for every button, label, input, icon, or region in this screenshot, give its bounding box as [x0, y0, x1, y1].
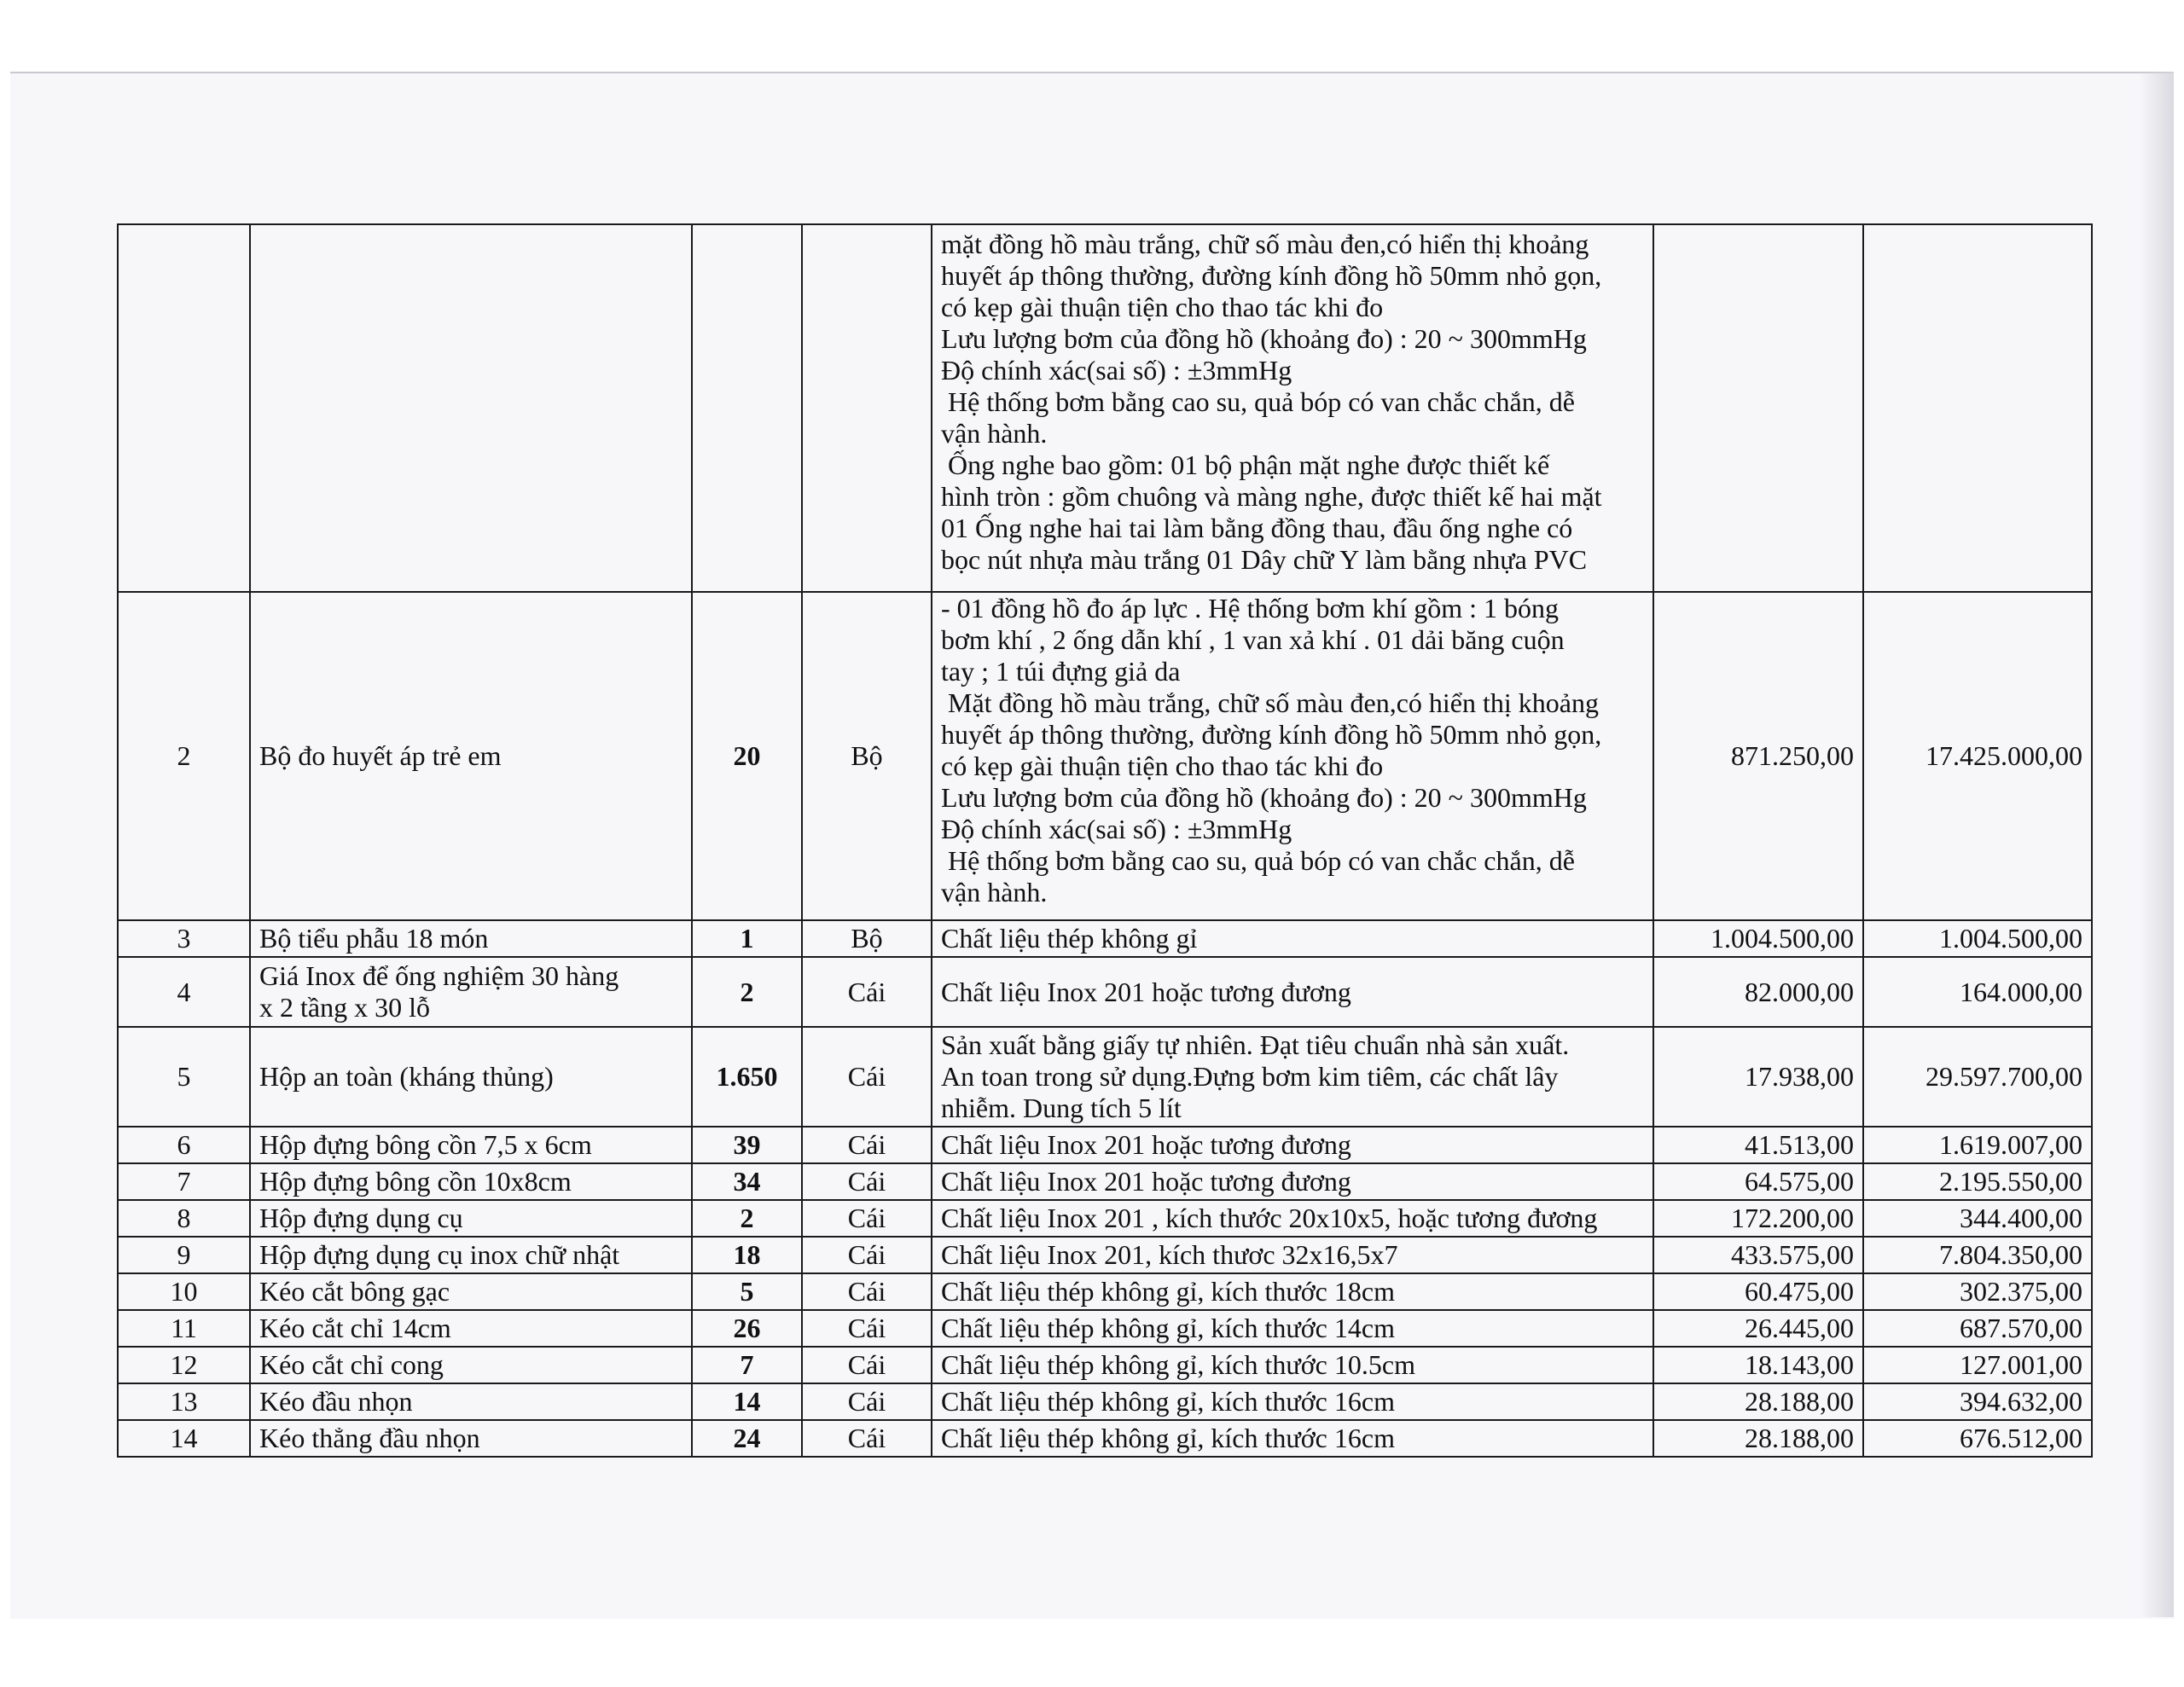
item-unit: Bộ [802, 592, 932, 920]
item-quantity: 39 [692, 1127, 802, 1163]
table-row [118, 1310, 2092, 1347]
item-description: mặt đồng hồ màu trắng, chữ số màu đen,có hiển thị khoảng huyết áp thông thường, đường kính đồng hồ 50mm nhỏ gọn, có kẹp gài thuận tiện cho thao tác khi đo Lưu lượng bơm của đồng hồ (khoảng đo) : 20 ~ 300mmHg Độ chính xác(sai số) : ±3mmHg Hệ thống bơm bằng cao su, quả bóp có van chắc chắn, dễ vận hành. Ống nghe bao gồm: 01 bộ phận mặt nghe được thiết kế hình tròn : gồm chuông và màng nghe, được thiết kế hai mặt 01 Ống nghe hai tai làm bằng đồng thau, đầu ống nghe có bọc nút nhựa màu trắng 01 Dây chữ Y làm bằng nhựa PVC [932, 224, 1653, 592]
table-row [118, 1420, 2092, 1457]
item-quantity: 7 [692, 1347, 802, 1383]
item-unit: Cái [802, 1127, 932, 1163]
table-row [118, 1383, 2092, 1420]
item-unit: Cái [802, 1383, 932, 1420]
item-name: Hộp đựng dụng cụ [250, 1200, 692, 1237]
item-description: Chất liệu Inox 201 hoặc tương đương [932, 1127, 1653, 1163]
line-total: 17.425.000,00 [1863, 592, 2092, 920]
unit-price: 17.938,00 [1653, 1027, 1863, 1127]
item-name: Hộp đựng bông cồn 10x8cm [250, 1163, 692, 1200]
item-name: Kéo cắt chỉ cong [250, 1347, 692, 1383]
row-number [118, 224, 250, 592]
row-number: 5 [118, 1027, 250, 1127]
item-name: Kéo cắt chỉ 14cm [250, 1310, 692, 1347]
item-quantity [692, 224, 802, 592]
line-total: 344.400,00 [1863, 1200, 2092, 1237]
line-total: 394.632,00 [1863, 1383, 2092, 1420]
item-description: Chất liệu Inox 201 hoặc tương đương [932, 1163, 1653, 1200]
unit-price: 64.575,00 [1653, 1163, 1863, 1200]
row-number: 7 [118, 1163, 250, 1200]
item-description: Chất liệu thép không gỉ, kích thước 16cm [932, 1420, 1653, 1457]
item-quantity: 1.650 [692, 1027, 802, 1127]
line-total: 1.619.007,00 [1863, 1127, 2092, 1163]
table-row [118, 592, 2092, 920]
row-number: 8 [118, 1200, 250, 1237]
table-row [118, 1163, 2092, 1200]
item-unit: Bộ [802, 920, 932, 957]
item-quantity: 34 [692, 1163, 802, 1200]
table-row [118, 920, 2092, 957]
item-quantity: 20 [692, 592, 802, 920]
unit-price: 26.445,00 [1653, 1310, 1863, 1347]
table-row [118, 1273, 2092, 1310]
row-number: 10 [118, 1273, 250, 1310]
item-description: Chất liệu Inox 201, kích thươc 32x16,5x7 [932, 1237, 1653, 1273]
table-row [118, 1127, 2092, 1163]
item-quantity: 2 [692, 1200, 802, 1237]
item-description: Chất liệu thép không gỉ [932, 920, 1653, 957]
equipment-table [117, 223, 2093, 1458]
line-total [1863, 224, 2092, 592]
row-number: 13 [118, 1383, 250, 1420]
unit-price: 871.250,00 [1653, 592, 1863, 920]
item-name: Giá Inox để ống nghiệm 30 hàng x 2 tầng x 30 lỗ [250, 957, 692, 1027]
unit-price: 82.000,00 [1653, 957, 1863, 1027]
unit-price: 28.188,00 [1653, 1383, 1863, 1420]
item-quantity: 5 [692, 1273, 802, 1310]
row-number: 12 [118, 1347, 250, 1383]
item-description: Chất liệu thép không gỉ, kích thước 16cm [932, 1383, 1653, 1420]
item-name: Bộ đo huyết áp trẻ em [250, 592, 692, 920]
line-total: 302.375,00 [1863, 1273, 2092, 1310]
line-total: 2.195.550,00 [1863, 1163, 2092, 1200]
unit-price: 28.188,00 [1653, 1420, 1863, 1457]
line-total: 676.512,00 [1863, 1420, 2092, 1457]
item-description: Chất liệu thép không gỉ, kích thước 14cm [932, 1310, 1653, 1347]
item-description: - 01 đồng hồ đo áp lực . Hệ thống bơm khí gồm : 1 bóng bơm khí , 2 ống dẫn khí , 1 van xả khí . 01 dải băng cuộn tay ; 1 túi đựng giả da Mặt đồng hồ màu trắng, chữ số màu đen,có hiển thị khoảng huyết áp thông thường, đường kính đồng hồ 50mm nhỏ gọn, có kẹp gài thuận tiện cho thao tác khi đo Lưu lượng bơm của đồng hồ (khoảng đo) : 20 ~ 300mmHg Độ chính xác(sai số) : ±3mmHg Hệ thống bơm bằng cao su, quả bóp có van chắc chắn, dễ vận hành. [932, 592, 1653, 920]
unit-price: 433.575,00 [1653, 1237, 1863, 1273]
unit-price: 18.143,00 [1653, 1347, 1863, 1383]
item-unit: Cái [802, 957, 932, 1027]
unit-price: 1.004.500,00 [1653, 920, 1863, 957]
table-row [118, 1200, 2092, 1237]
item-name: Hộp an toàn (kháng thủng) [250, 1027, 692, 1127]
line-total: 7.804.350,00 [1863, 1237, 2092, 1273]
item-quantity: 24 [692, 1420, 802, 1457]
row-number: 11 [118, 1310, 250, 1347]
item-unit: Cái [802, 1237, 932, 1273]
item-quantity: 1 [692, 920, 802, 957]
item-unit: Cái [802, 1420, 932, 1457]
row-number: 3 [118, 920, 250, 957]
item-unit: Cái [802, 1027, 932, 1127]
item-name: Kéo thẳng đầu nhọn [250, 1420, 692, 1457]
item-description: Chất liệu Inox 201 , kích thước 20x10x5, hoặc tương đương [932, 1200, 1653, 1237]
item-name: Kéo cắt bông gạc [250, 1273, 692, 1310]
row-number: 6 [118, 1127, 250, 1163]
item-name: Bộ tiểu phẫu 18 món [250, 920, 692, 957]
table-row [118, 957, 2092, 1027]
item-unit: Cái [802, 1200, 932, 1237]
line-total: 687.570,00 [1863, 1310, 2092, 1347]
unit-price [1653, 224, 1863, 592]
row-number: 2 [118, 592, 250, 920]
row-number: 14 [118, 1420, 250, 1457]
unit-price: 41.513,00 [1653, 1127, 1863, 1163]
table-row [118, 1027, 2092, 1127]
item-quantity: 14 [692, 1383, 802, 1420]
item-quantity: 18 [692, 1237, 802, 1273]
item-description: Chất liệu Inox 201 hoặc tương đương [932, 957, 1653, 1027]
table-row [118, 1237, 2092, 1273]
line-total: 164.000,00 [1863, 957, 2092, 1027]
item-unit: Cái [802, 1163, 932, 1200]
item-name: Kéo đầu nhọn [250, 1383, 692, 1420]
table-row [118, 224, 2092, 592]
scan-edge-shadow [2140, 72, 2174, 1617]
unit-price: 172.200,00 [1653, 1200, 1863, 1237]
table-row [118, 1347, 2092, 1383]
item-quantity: 26 [692, 1310, 802, 1347]
item-quantity: 2 [692, 957, 802, 1027]
item-name: Hộp đựng dụng cụ inox chữ nhật [250, 1237, 692, 1273]
item-description: Chất liệu thép không gỉ, kích thước 18cm [932, 1273, 1653, 1310]
item-unit: Cái [802, 1310, 932, 1347]
item-unit [802, 224, 932, 592]
unit-price: 60.475,00 [1653, 1273, 1863, 1310]
item-unit: Cái [802, 1347, 932, 1383]
line-total: 1.004.500,00 [1863, 920, 2092, 957]
row-number: 4 [118, 957, 250, 1027]
item-description: Sản xuất bằng giấy tự nhiên. Đạt tiêu chuẩn nhà sản xuất. An toan trong sử dụng.Đựng bơm kim tiêm, các chất lây nhiễm. Dung tích 5 lít [932, 1027, 1653, 1127]
line-total: 127.001,00 [1863, 1347, 2092, 1383]
item-description: Chất liệu thép không gỉ, kích thước 10.5cm [932, 1347, 1653, 1383]
item-unit: Cái [802, 1273, 932, 1310]
row-number: 9 [118, 1237, 250, 1273]
item-name: Hộp đựng bông cồn 7,5 x 6cm [250, 1127, 692, 1163]
line-total: 29.597.700,00 [1863, 1027, 2092, 1127]
item-name [250, 224, 692, 592]
